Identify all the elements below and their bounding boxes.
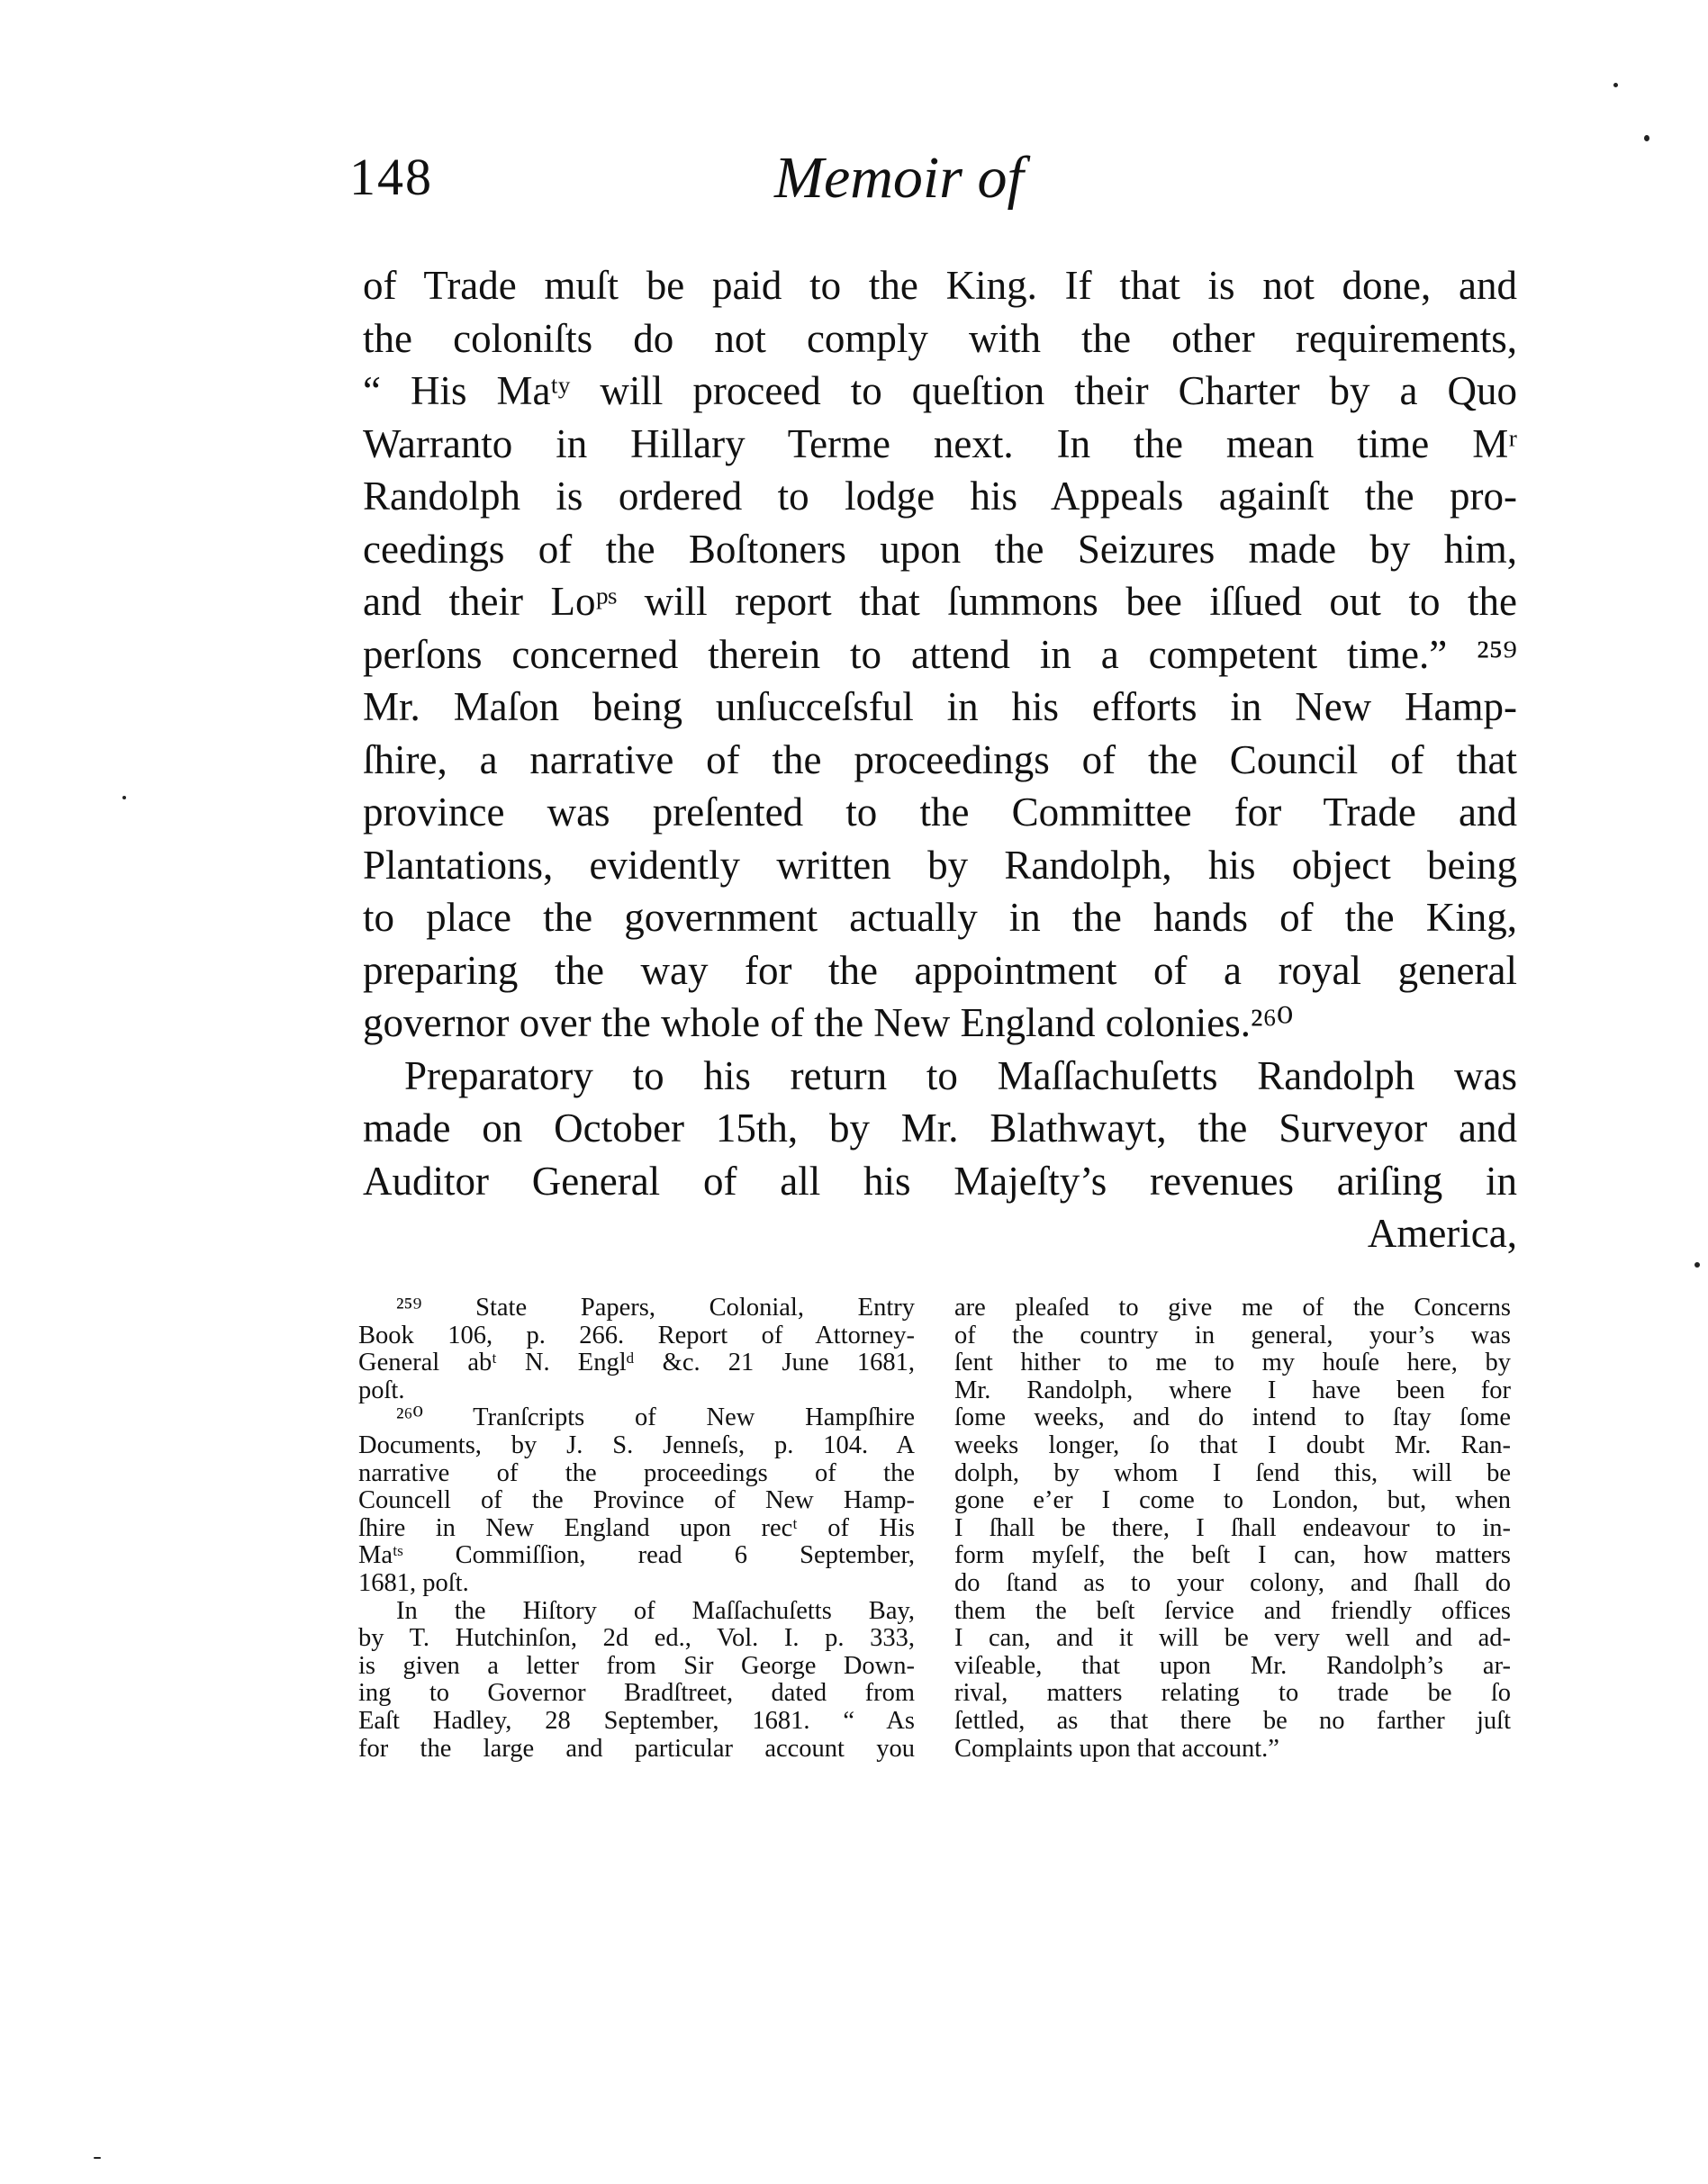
footnote-line: 1681, poſt. [358, 1568, 469, 1597]
body-line: ſhire, a narrative of the proceedings of the Council of that [363, 736, 1517, 782]
footnote-line: Book 106, p. 266. Report of Attorney- [358, 1321, 915, 1349]
footnote-line: Mr. Randolph, where I have been for [954, 1376, 1511, 1404]
page-number: 148 [349, 148, 433, 206]
scan-speck [1644, 135, 1649, 141]
footnote-line: by T. Hutchinſon, 2d ed., Vol. I. p. 333, [358, 1624, 915, 1653]
body-line: and their Loᵖˢ will report that ſummons bee iſſued out to the [363, 579, 1517, 624]
body-line: “ His Maᵗʸ will proceed to queſtion their Charter by a Quo [363, 368, 1517, 413]
footnote-line: ſhire in New England upon recᵗ of His [358, 1513, 915, 1542]
footnote-line: ſent hither to me to my houſe here, by [954, 1349, 1511, 1377]
catchword: America, [1367, 1211, 1517, 1256]
footnote-line: ſettled, as that there be no farther juſt [954, 1706, 1511, 1735]
body-line: of Trade muſt be paid to the King. If that is not done, and [363, 263, 1517, 308]
footnote-line: I ſhall be there, I ſhall endeavour to in- [954, 1513, 1511, 1542]
footnote-line: Maᵗˢ Commiſſion, read 6 September, [358, 1541, 915, 1570]
running-head: Memoir of [774, 145, 1024, 211]
body-line: Mr. Maſon being unſucceſsful in his efforts in New Hamp- [363, 684, 1517, 729]
footnote-line: weeks longer, ſo that I doubt Mr. Ran- [954, 1430, 1511, 1459]
footnote-line: are pleaſed to give me of the Concerns [954, 1294, 1511, 1322]
scan-speck [122, 796, 126, 799]
footnote-line: Eaſt Hadley, 28 September, 1681. “ As [358, 1706, 915, 1735]
footnote-line: I can, and it will be very well and ad- [954, 1624, 1511, 1653]
footnote-line: is given a letter from Sir George Down- [358, 1651, 915, 1680]
body-line: the coloniſts do not comply with the other requirements, [363, 315, 1517, 361]
footnote-line: form myſelf, the beſt I can, how matters [954, 1541, 1511, 1570]
body-line: Randolph is ordered to lodge his Appeals againſt the pro- [363, 474, 1517, 519]
footnote-line: viſeable, that upon Mr. Randolph’s ar- [954, 1651, 1511, 1680]
body-line: made on October 15th, by Mr. Blathwayt, the Surveyor and [363, 1106, 1517, 1151]
footnotes-right-column [954, 1295, 1511, 1763]
scan-speck [1613, 83, 1618, 87]
scan-speck [94, 2157, 101, 2159]
footnote-line: ²⁵⁹ State Papers, Colonial, Entry [396, 1294, 915, 1322]
footnote-line: do ſtand as to your colony, and ſhall do [954, 1568, 1511, 1597]
footnote-line: gone e’er I come to London, but, when [954, 1486, 1511, 1515]
footnote-line: dolph, by whom I ſend this, will be [954, 1458, 1511, 1487]
footnote-line: ſome weeks, and do intend to ſtay ſome [954, 1403, 1511, 1432]
footnote-line: for the large and particular account you [358, 1734, 915, 1763]
scan-speck [1694, 1262, 1700, 1268]
footnote-line: General abᵗ N. Englᵈ &c. 21 June 1681, [358, 1349, 915, 1377]
body-line: Preparatory to his return to Maſſachuſetts Randolph was [404, 1052, 1517, 1098]
footnote-line: of the country in general, your’s was [954, 1321, 1511, 1349]
body-line: Auditor General of all his Majeſty’s revenues ariſing in [363, 1158, 1517, 1204]
body-line: to place the government actually in the hands of the King, [363, 895, 1517, 940]
footnote-line: poſt. [358, 1376, 405, 1404]
footnote-line: ing to Governor Bradſtreet, dated from [358, 1679, 915, 1708]
body-line: perſons concerned therein to attend in a competent time.” ²⁵⁹ [363, 631, 1517, 677]
body-line: preparing the way for the appointment of a royal general [363, 947, 1517, 993]
body-line: province was preſented to the Committee for Trade and [363, 790, 1517, 835]
body-line: Warranto in Hillary Terme next. In the mean time Mʳ [363, 420, 1517, 466]
body-line: Plantations, evidently written by Randolph, his object being [363, 842, 1517, 888]
body-line: governor over the whole of the New England colonies.²⁶⁰ [363, 1000, 1294, 1045]
body-line: ceedings of the Boſtoners upon the Seizures made by him, [363, 526, 1517, 572]
footnote-line: rival, matters relating to trade be ſo [954, 1679, 1511, 1708]
body-text [363, 259, 1517, 1260]
footnote-line: Complaints upon that account.” [954, 1734, 1279, 1763]
footnote-line: In the Hiſtory of Maſſachuſetts Bay, [396, 1596, 915, 1625]
footnote-line: narrative of the proceedings of the [358, 1458, 915, 1487]
footnote-line: Documents, by J. S. Jenneſs, p. 104. A [358, 1430, 915, 1459]
footnote-line: Councell of the Province of New Hamp- [358, 1486, 915, 1515]
footnote-line: them the beſt ſervice and friendly offices [954, 1596, 1511, 1625]
footnotes-left-column [358, 1295, 915, 1763]
footnote-line: ²⁶⁰ Tranſcripts of New Hampſhire [396, 1403, 915, 1432]
